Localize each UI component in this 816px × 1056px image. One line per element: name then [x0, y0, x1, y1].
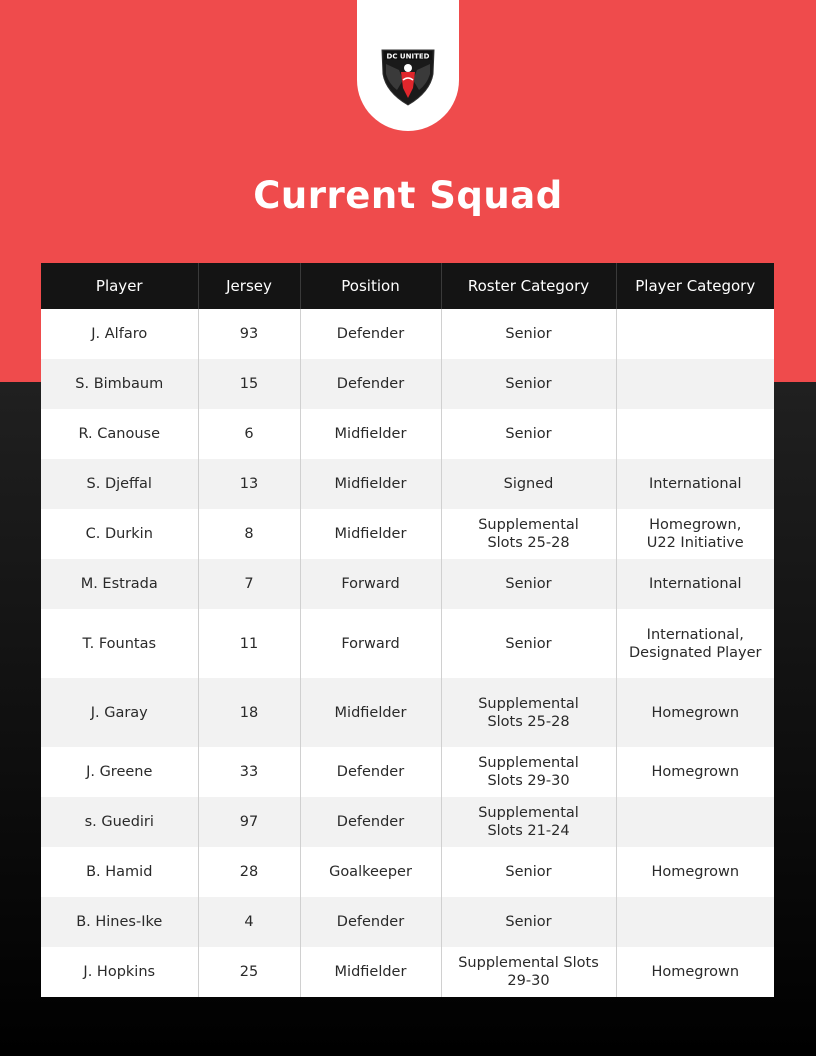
roster-category-cell: Senior: [441, 897, 616, 947]
column-header-player: Player: [41, 263, 198, 309]
player-cell: S. Bimbaum: [75, 376, 164, 392]
roster-category-cell: Supplemental Slots 25-28: [441, 678, 616, 747]
table-row: [41, 947, 774, 997]
position-cell: Defender: [300, 897, 441, 947]
roster-category-cell: Senior: [441, 609, 616, 678]
player-cell: R. Canouse: [78, 426, 160, 442]
player-cell: J. Garay: [90, 704, 148, 721]
player-cell: J. Alfaro: [91, 326, 148, 342]
table-header-row: [41, 263, 774, 309]
column-header-position: Position: [300, 263, 441, 309]
player-category-cell: Homegrown: [616, 947, 774, 997]
position-cell: Forward: [300, 609, 441, 678]
position-cell: Defender: [300, 797, 441, 847]
logo-text: DC UNITED: [386, 52, 430, 61]
table-row: [41, 678, 774, 747]
roster-category-cell: Supplemental Slots 29-30: [441, 947, 616, 997]
position-cell: Defender: [300, 747, 441, 797]
player-category-cell: International: [616, 459, 774, 509]
table-row: [41, 409, 774, 459]
table-row: [41, 747, 774, 797]
table-row: [41, 509, 774, 559]
player-cell: S. Djeffal: [86, 476, 152, 492]
player-cell: T. Fountas: [82, 635, 157, 652]
player-cell: s. Guediri: [84, 814, 154, 830]
player-cell: M. Estrada: [80, 576, 158, 592]
table-row: [41, 897, 774, 947]
player-cell: J. Greene: [86, 764, 153, 780]
player-cell: C. Durkin: [85, 526, 153, 542]
roster-category-cell: Senior: [441, 409, 616, 459]
jersey-cell: 11: [198, 609, 300, 678]
position-cell: Forward: [300, 559, 441, 609]
player-category-cell: [616, 797, 774, 847]
jersey-cell: 8: [198, 509, 300, 559]
table-row: [41, 459, 774, 509]
jersey-cell: 28: [198, 847, 300, 897]
column-header-roster-category: Roster Category: [441, 263, 616, 309]
position-cell: Midfielder: [300, 678, 441, 747]
position-cell: Midfielder: [300, 459, 441, 509]
team-crest-logo: [379, 44, 437, 106]
roster-category-cell: Supplemental Slots 29-30: [441, 747, 616, 797]
position-cell: Defender: [300, 309, 441, 359]
player-category-cell: Homegrown: [616, 847, 774, 897]
position-cell: Midfielder: [300, 947, 441, 997]
player-category-cell: International, Designated Player: [616, 609, 774, 678]
jersey-cell: 7: [198, 559, 300, 609]
player-category-cell: International: [616, 559, 774, 609]
jersey-cell: 15: [198, 359, 300, 409]
player-cell: B. Hines-Ike: [76, 914, 163, 930]
table-row: [41, 559, 774, 609]
player-category-cell: [616, 897, 774, 947]
jersey-cell: 4: [198, 897, 300, 947]
player-category-cell: [616, 409, 774, 459]
jersey-cell: 97: [198, 797, 300, 847]
roster-category-cell: Senior: [441, 847, 616, 897]
jersey-cell: 93: [198, 309, 300, 359]
table-body: [41, 309, 774, 997]
position-cell: Midfielder: [300, 409, 441, 459]
roster-category-cell: Senior: [441, 309, 616, 359]
jersey-cell: 25: [198, 947, 300, 997]
player-category-cell: Homegrown, U22 Initiative: [616, 509, 774, 559]
roster-category-cell: Supplemental Slots 25-28: [441, 509, 616, 559]
position-cell: Goalkeeper: [300, 847, 441, 897]
roster-category-cell: Signed: [441, 459, 616, 509]
player-category-cell: [616, 309, 774, 359]
table-row: [41, 797, 774, 847]
squad-table: [41, 263, 774, 997]
player-category-cell: Homegrown: [616, 747, 774, 797]
jersey-cell: 33: [198, 747, 300, 797]
table-row: [41, 609, 774, 678]
player-category-cell: [616, 359, 774, 409]
jersey-cell: 6: [198, 409, 300, 459]
table-row: [41, 359, 774, 409]
roster-category-cell: Senior: [441, 559, 616, 609]
position-cell: Defender: [300, 359, 441, 409]
player-category-cell: Homegrown: [616, 678, 774, 747]
column-header-jersey: Jersey: [198, 263, 300, 309]
player-cell: B. Hamid: [86, 864, 153, 880]
roster-category-cell: Supplemental Slots 21-24: [441, 797, 616, 847]
roster-category-cell: Senior: [441, 359, 616, 409]
jersey-cell: 18: [198, 678, 300, 747]
position-cell: Midfielder: [300, 509, 441, 559]
page-title: Current Squad: [253, 174, 563, 217]
jersey-cell: 13: [198, 459, 300, 509]
table-row: [41, 309, 774, 359]
table-row: [41, 847, 774, 897]
player-cell: J. Hopkins: [83, 964, 156, 980]
column-header-player-category: Player Category: [616, 263, 774, 309]
